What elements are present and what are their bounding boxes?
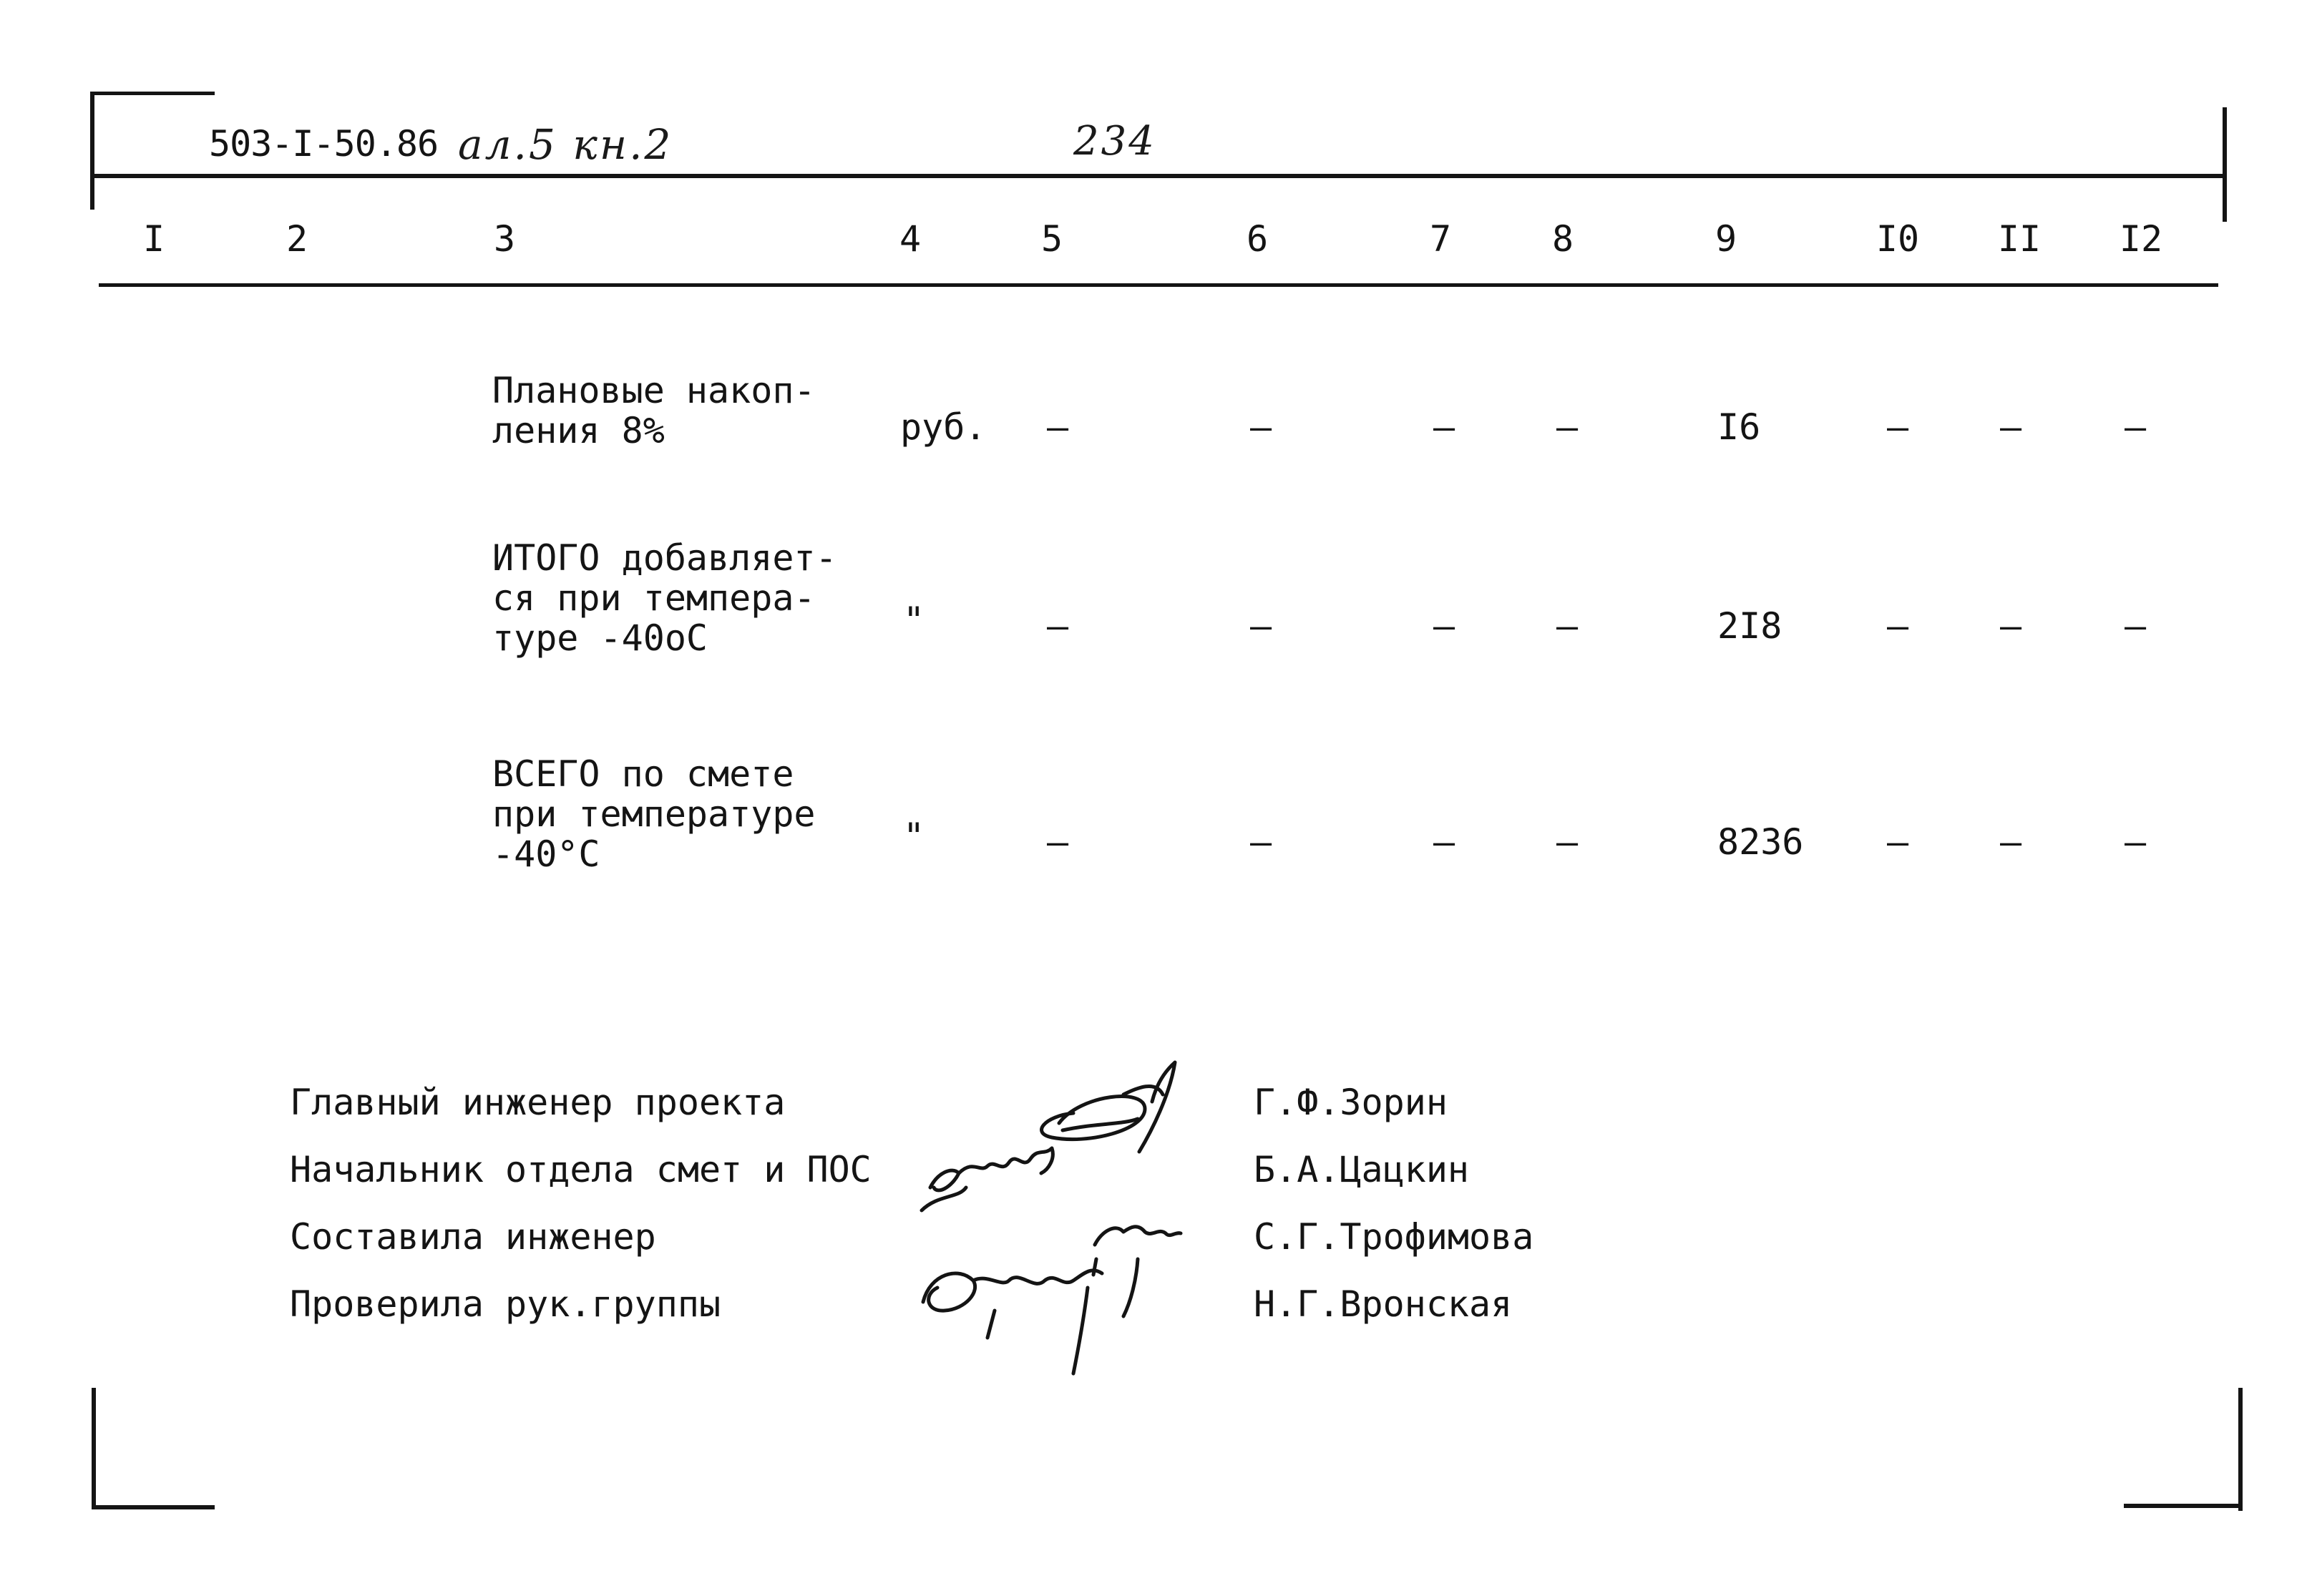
column-header-rule (99, 283, 2218, 287)
row-col10: – (1886, 406, 1909, 448)
row-col8: – (1556, 406, 1579, 448)
row-col12: – (2124, 821, 2147, 863)
row-col7: – (1433, 605, 1455, 647)
row-col12: – (2124, 406, 2147, 448)
column-number-11: II (1997, 218, 2042, 260)
row-name: ИТОГО добавляет- ся при темпера- туре -40оС (492, 537, 837, 659)
row-col9: I6 (1717, 406, 1761, 448)
row-col10: – (1886, 605, 1909, 647)
column-number-2: 2 (286, 218, 308, 260)
column-number-9: 9 (1715, 218, 1737, 260)
document-code: 503-I-50.86 (209, 123, 439, 165)
page-number: 234 (1073, 118, 1156, 165)
row-col11: – (1999, 406, 2022, 448)
row-unit: " (903, 599, 925, 641)
row-col6: – (1249, 406, 1272, 448)
row-col9: 8236 (1717, 821, 1804, 863)
signature-name-checked-by: Н.Г.Вронская (1254, 1283, 1513, 1325)
row-col5: – (1046, 406, 1069, 448)
row-col8: – (1556, 605, 1579, 647)
frame-top-right-vertical (2223, 107, 2227, 222)
sheet-reference: ал.5 кн.2 (458, 120, 673, 169)
frame-bottom-left-vertical (92, 1388, 96, 1509)
row-name: ВСЕГО по смете при температуре -40°С (492, 753, 816, 875)
signature-name-chief-engineer: Г.Ф.Зорин (1254, 1082, 1448, 1123)
row-col6: – (1249, 605, 1272, 647)
row-col9: 2I8 (1717, 605, 1782, 647)
signature-role-chief-engineer: Главный инженер проекта (290, 1082, 786, 1123)
row-col11: – (1999, 821, 2022, 863)
signature-role-compiled-by: Составила инженер (290, 1216, 656, 1258)
row-col5: – (1046, 821, 1069, 863)
handwritten-signatures-image (909, 1044, 1252, 1388)
row-unit: руб. (900, 406, 987, 448)
signature-name-compiled-by: С.Г.Трофимова (1254, 1216, 1534, 1258)
row-col5: – (1046, 605, 1069, 647)
column-number-6: 6 (1246, 218, 1269, 260)
column-number-7: 7 (1429, 218, 1452, 260)
frame-top-left-vertical (90, 92, 94, 210)
column-number-4: 4 (899, 218, 922, 260)
column-number-8: 8 (1551, 218, 1574, 260)
frame-bottom-left-horizontal (92, 1505, 215, 1509)
row-name: Плановые накоп- ления 8% (492, 370, 816, 451)
row-unit: " (903, 816, 925, 857)
column-number-1: I (142, 218, 165, 260)
row-col8: – (1556, 821, 1579, 863)
row-col12: – (2124, 605, 2147, 647)
row-col7: – (1433, 406, 1455, 448)
column-number-10: I0 (1876, 218, 1920, 260)
row-col7: – (1433, 821, 1455, 863)
signature-role-checked-by: Проверила рук.группы (290, 1283, 721, 1325)
signature-name-department-head: Б.А.Цацкин (1254, 1149, 1470, 1190)
row-col11: – (1999, 605, 2022, 647)
header-rule (90, 174, 2225, 178)
frame-bottom-right-vertical (2238, 1388, 2243, 1511)
frame-bottom-right-horizontal (2124, 1504, 2243, 1508)
row-col10: – (1886, 821, 1909, 863)
signature-role-department-head: Начальник отдела смет и ПОС (290, 1149, 872, 1190)
column-number-12: I2 (2119, 218, 2163, 260)
row-col6: – (1249, 821, 1272, 863)
column-number-3: 3 (493, 218, 516, 260)
frame-top-left-horizontal (90, 92, 215, 95)
column-number-5: 5 (1040, 218, 1063, 260)
